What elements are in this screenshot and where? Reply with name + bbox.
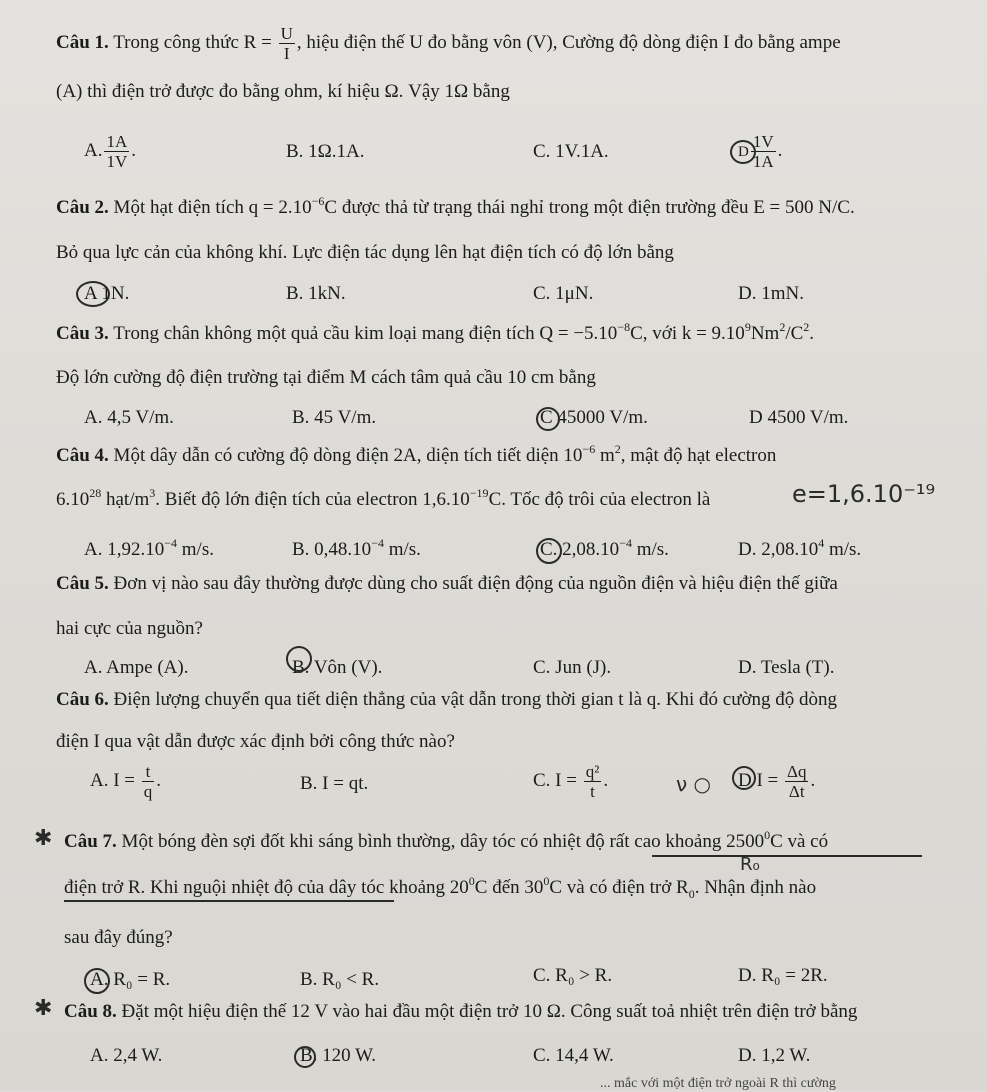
- q6-option-d[interactable]: D I = $\frac{\Delta q}{\Delta t}$ .: [738, 762, 816, 801]
- q2-text1: Một hạt điện tích q = 2.10: [108, 197, 312, 218]
- q7-line2a: điện trở R. Khi nguội nhiệt độ của dây tóc khoảng 20: [64, 877, 469, 898]
- q1-opt-a-num: 1A: [106, 132, 128, 151]
- q5-option-b[interactable]: B. Vôn (V).: [292, 657, 383, 678]
- q3-text2: C, với k = 9.10: [630, 323, 745, 344]
- q1-frac-num: U: [280, 24, 293, 43]
- q3-sup2: 9: [744, 320, 751, 334]
- q7-text1: Một bóng đèn sợi đốt khi sáng bình thường, dây tóc có nhiệt độ rất cao khoảng 2500: [116, 831, 765, 852]
- q7-line2-sub: 0: [688, 886, 695, 901]
- q6-opt-c-label: C. I =: [533, 769, 582, 791]
- q4-opt-c-text: C. 2,08.10: [540, 539, 620, 560]
- q8-option-b[interactable]: B. 120 W.: [300, 1045, 377, 1066]
- q7-answer-circle-icon: [84, 968, 110, 994]
- q5-option-d[interactable]: D. Tesla (T).: [738, 657, 835, 678]
- q2-sup1: −6: [311, 194, 325, 208]
- q4-line2-sup3: −19: [469, 486, 489, 500]
- q8-answer-circle-icon: [294, 1046, 316, 1068]
- q7-handwritten-note: R₀: [740, 854, 760, 875]
- q4-option-d[interactable]: [738, 538, 861, 562]
- q8-number: Câu 8.: [64, 1001, 117, 1022]
- q2-answer-circle-icon: [76, 281, 110, 307]
- q8-option-a[interactable]: A. 2,4 W.: [90, 1045, 163, 1066]
- q7-line2-sup2: 0: [543, 874, 550, 888]
- q4-text1: Một dây dẫn có cường độ dòng điện 2A, diện tích tiết diện 10: [108, 445, 583, 466]
- q2-number: Câu 2.: [56, 197, 109, 218]
- q3-line1: [56, 322, 814, 346]
- q3-option-d[interactable]: D 4500 V/m.: [749, 407, 849, 428]
- q4-opt-d-unit: m/s.: [824, 539, 862, 560]
- q6-line1: [56, 688, 837, 712]
- q7-line2-sup: 0: [468, 874, 475, 888]
- q1-text2: , hiệu điện thế U đo bằng vôn (V), Cường độ dòng điện I đo bằng ampe: [296, 31, 841, 53]
- q6-opt-c-frac: [584, 762, 602, 801]
- q4-opt-b-unit: m/s.: [383, 539, 421, 560]
- q1-opt-a-frac: [104, 132, 129, 171]
- q6-opt-d-label: D I =: [738, 769, 784, 791]
- q2-option-b[interactable]: B. 1kN.: [286, 283, 346, 304]
- q4-option-a[interactable]: [84, 538, 214, 562]
- q7-underline-1: [652, 855, 922, 857]
- q3-text4: /C: [785, 323, 804, 344]
- q1-number: Câu 1.: [56, 31, 109, 53]
- q7-line2b: C đến 30: [474, 877, 544, 898]
- q4-opt-a-text: A. 1,92.10: [84, 539, 165, 560]
- q3-option-a[interactable]: A. 4,5 V/m.: [84, 407, 174, 428]
- q4-text2: m: [595, 445, 615, 466]
- q6-number: Câu 6.: [56, 689, 109, 710]
- q4-option-b[interactable]: [292, 538, 421, 562]
- q7-underline-2: [64, 900, 394, 902]
- q2-line2: Bỏ qua lực cản của không khí. Lực điện tác dụng lên hạt điện tích có độ lớn bằng: [56, 242, 674, 263]
- q7-star-icon: ✱: [34, 826, 53, 851]
- q4-line2c: . Biết độ lớn điện tích của electron 1,6.10: [155, 489, 470, 510]
- q2-option-d[interactable]: D. 1mN.: [738, 283, 804, 304]
- q8-line1: [64, 1000, 857, 1024]
- q4-sup2: 2: [614, 442, 621, 456]
- q2-option-a[interactable]: A 1N.: [84, 283, 130, 304]
- q4-line2a: 6.10: [56, 489, 90, 510]
- q1-opt-d-label: D: [738, 143, 749, 160]
- q4-opt-c-sup: −4: [619, 536, 632, 550]
- q1-line1: [56, 24, 841, 63]
- q6-opt-a-den: q: [143, 782, 153, 801]
- q6-opt-d-den: Δt: [788, 782, 805, 801]
- q4-line1: [56, 444, 776, 468]
- q4-opt-a-unit: m/s.: [177, 539, 214, 560]
- q4-answer-circle-icon: [536, 538, 562, 564]
- q6-option-a[interactable]: A. I = $\frac{t}{q}$ .: [90, 762, 162, 801]
- q3-option-b[interactable]: B. 45 V/m.: [292, 407, 377, 428]
- q7-line2c: C và có điện trở R: [549, 877, 689, 898]
- q3-answer-circle-icon: [536, 407, 560, 431]
- q4-opt-d-text: D. 2,08.10: [738, 539, 819, 560]
- q6-option-c[interactable]: C. I = $\frac{\text{q²}}{t}$ .: [533, 762, 609, 801]
- q8-option-c[interactable]: C. 14,4 W.: [533, 1045, 614, 1066]
- q6-opt-c-num: q²: [585, 762, 600, 781]
- q8-star-icon: ✱: [34, 996, 53, 1021]
- q7-line1: [64, 830, 828, 854]
- q5-option-c[interactable]: C. Jun (J).: [533, 657, 612, 678]
- q5-number: Câu 5.: [56, 573, 109, 594]
- q4-opt-c-unit: m/s.: [631, 539, 669, 560]
- q5-answer-circle-icon: [286, 646, 312, 672]
- q1-option-d[interactable]: D $\frac{1V}{1A}$ .: [738, 132, 783, 171]
- q4-line2-sup2: 3: [149, 486, 156, 500]
- q4-opt-d-sup: 4: [818, 536, 825, 550]
- q7-option-c[interactable]: C. R₀ > R.: [533, 965, 613, 986]
- q2-text2: C được thả từ trạng thái nghỉ trong một điện trường đều E = 500 N/C.: [324, 197, 855, 218]
- q7-option-a[interactable]: A. R₀ = R.: [90, 969, 171, 990]
- q6-opt-c-den: t: [590, 782, 595, 801]
- q2-option-c[interactable]: C. 1μN.: [533, 283, 594, 304]
- q7-option-d[interactable]: D. R₀ = 2R.: [738, 965, 828, 986]
- q1-option-c[interactable]: C. 1V.1A.: [533, 141, 609, 162]
- q3-number: Câu 3.: [56, 323, 109, 344]
- q7-sup1: 0: [764, 828, 771, 842]
- q5-text1: Đơn vị nào sau đây thường được dùng cho suất điện động của nguồn điện và hiệu điện thế giữa: [108, 573, 838, 594]
- q6-answer-circle-icon: [732, 766, 756, 790]
- q5-line1: [56, 572, 838, 596]
- q1-opt-a-label: A.: [84, 139, 103, 161]
- q8-text1: Đặt một hiệu điện thế 12 V vào hai đầu một điện trở 10 Ω. Công suất toả nhiệt trên điện trở bằng: [116, 1001, 858, 1022]
- q3-text1: Trong chân không một quả cầu kim loại mang điện tích Q = −5.10: [108, 323, 618, 344]
- q1-option-a[interactable]: A. $\frac{1A}{1V}$ .: [84, 132, 137, 171]
- q6-text1: Điện lượng chuyển qua tiết diện thẳng của vật dẫn trong thời gian t là q. Khi đó cường độ dòng: [108, 689, 838, 710]
- q4-line2-sup: 28: [89, 486, 102, 500]
- q3-option-c[interactable]: C 45000 V/m.: [540, 407, 648, 428]
- q4-line2b: hạt/m: [101, 489, 150, 510]
- footer-partial-text: ... mắc với một điện trở ngoài R thì cường: [600, 1076, 836, 1091]
- q3-line2: Độ lớn cường độ điện trường tại điểm M cách tâm quả cầu 10 cm bằng: [56, 367, 596, 388]
- q3-text5: .: [809, 323, 815, 344]
- q6-opt-a-num: t: [142, 762, 155, 782]
- q5-line2: hai cực của nguồn?: [56, 618, 203, 639]
- q2-line1: [56, 196, 855, 220]
- q7-line2d: . Nhận định nào: [694, 877, 817, 898]
- q4-text3: , mật độ hạt electron: [620, 445, 777, 466]
- q6-line2: điện I qua vật dẫn được xác định bởi công thức nào?: [56, 731, 455, 752]
- q3-sup1: −8: [617, 320, 631, 334]
- q7-number: Câu 7.: [64, 831, 117, 852]
- q3-sup3: 2: [779, 320, 786, 334]
- q1-opt-d-num: 1V: [752, 132, 774, 151]
- q5-option-a[interactable]: A. Ampe (A).: [84, 657, 189, 678]
- q1-formula-frac: [279, 24, 295, 63]
- q3-sup4: 2: [803, 320, 810, 334]
- q1-text1: Trong công thức R =: [108, 31, 277, 53]
- q1-answer-circle-icon: [730, 140, 756, 164]
- q6-opt-a-frac: [142, 762, 155, 801]
- q1-frac-den: I: [283, 44, 290, 63]
- q1-opt-a-den: 1V: [106, 152, 128, 171]
- q4-line2d: C. Tốc độ trôi của electron là: [488, 489, 711, 510]
- q8-option-d[interactable]: D. 1,2 W.: [738, 1045, 811, 1066]
- q7-text2: C và có: [770, 831, 829, 852]
- q4-line2: [56, 488, 710, 512]
- q1-option-b[interactable]: B. 1Ω.1A.: [286, 141, 365, 162]
- q6-opt-a-label: A. I =: [90, 769, 140, 791]
- q6-option-b[interactable]: B. I = qt.: [300, 773, 369, 794]
- q1-line2: (A) thì điện trở được đo bằng ohm, kí hiệu Ω. Vậy 1Ω bằng: [56, 81, 510, 102]
- q4-sup1: −6: [582, 442, 596, 456]
- q1-opt-d-den: 1A: [752, 152, 774, 171]
- q6-opt-d-num: Δq: [787, 762, 807, 781]
- q4-handwritten-note: e=1,6.10⁻¹⁹: [792, 480, 936, 508]
- q6-handwritten-note: ν ○: [676, 772, 711, 796]
- q3-text3: Nm: [750, 323, 780, 344]
- q6-opt-d-frac: [785, 762, 808, 801]
- q7-line3: sau đây đúng?: [64, 927, 173, 948]
- q4-opt-b-sup: −4: [371, 536, 384, 550]
- q4-number: Câu 4.: [56, 445, 109, 466]
- q7-option-b[interactable]: B. R₀ < R.: [300, 969, 380, 990]
- q4-opt-b-text: B. 0,48.10: [292, 539, 372, 560]
- q4-opt-a-sup: −4: [164, 536, 178, 550]
